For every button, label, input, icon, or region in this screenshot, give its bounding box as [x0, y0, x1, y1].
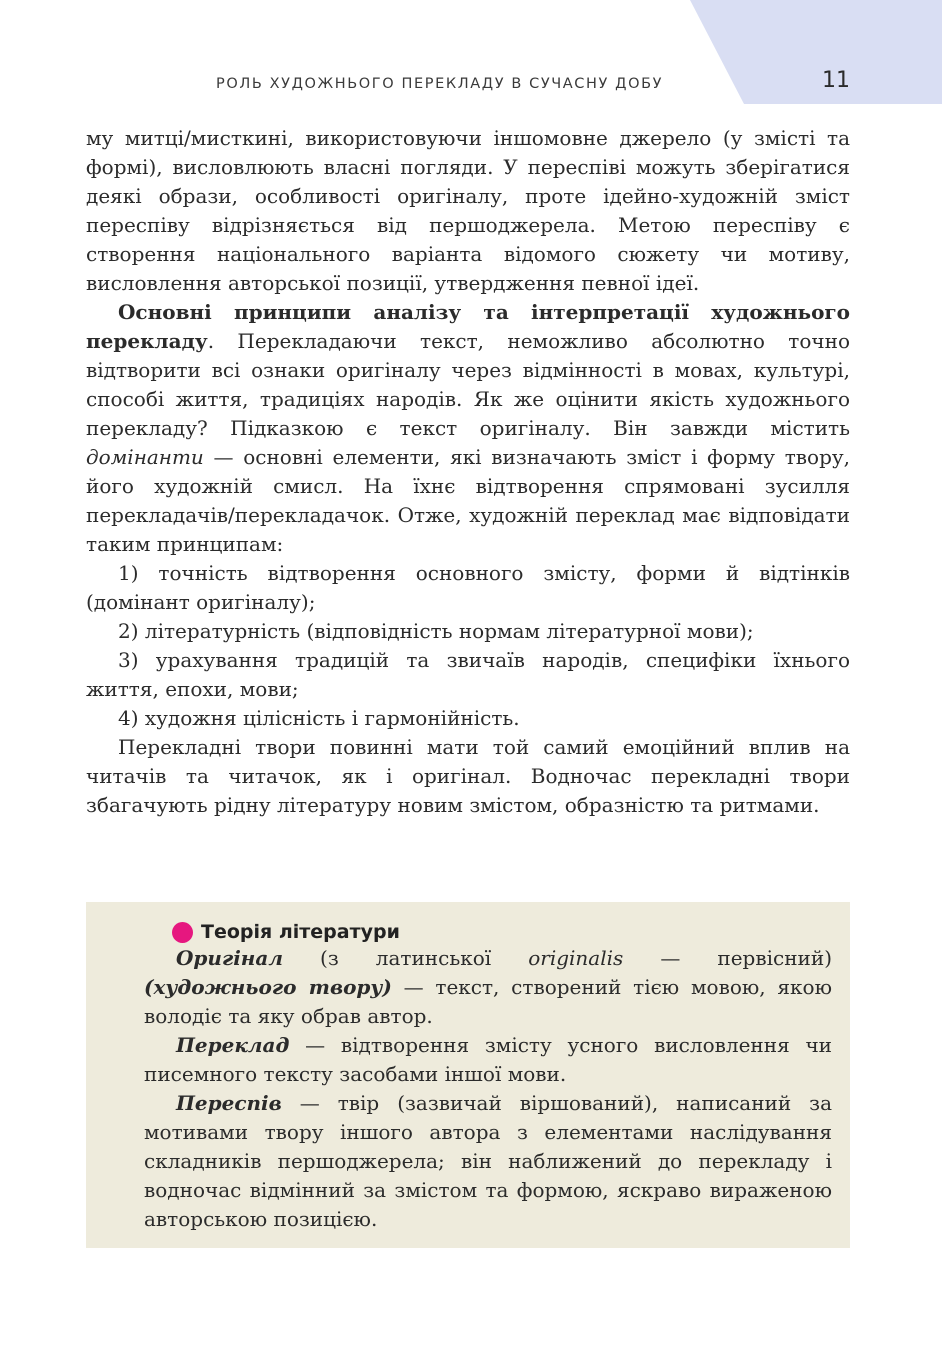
definition-text: — відтворення змісту усного висловлення чи писемного тексту засобами іншої мови.	[144, 1033, 832, 1086]
definition-adaptation	[144, 1089, 832, 1234]
definition-original	[144, 944, 832, 1031]
definition-translation	[144, 1031, 832, 1089]
paragraph-principles	[86, 298, 850, 559]
page-number: 11	[822, 68, 850, 93]
bullet-dot-icon	[172, 922, 193, 943]
theory-title: Теорія літератури	[201, 921, 400, 943]
theory-box	[86, 902, 850, 1248]
list-item: 1) точність відтворення основного змісту, форми й відтінків (домінант оригіналу);	[86, 561, 850, 614]
running-header: РОЛЬ ХУДОЖНЬОГО ПЕРЕКЛАДУ В СУЧАСНУ ДОБУ	[216, 76, 664, 92]
main-text	[86, 124, 850, 820]
definition-text: (з латинської	[282, 946, 529, 970]
term: Переспів	[176, 1091, 282, 1115]
paragraph-conclusion: Перекладні твори повинні мати той самий емоційний вплив на читачів та читачок, як і оригінал. Водночас перекладні твори збагачують рідну літературу новим змістом, образністю та ритмами.	[86, 735, 850, 817]
list-item: 4) художня цілісність і гармонійність.	[118, 706, 520, 730]
definition-text: — текст, створений тією мовою, якою володіє та яку обрав автор.	[144, 975, 832, 1028]
list-item: 2) літературність (відповідність нормам літературної мови);	[118, 619, 754, 643]
term-note: (художнього твору)	[144, 975, 392, 999]
corner-tab	[690, 0, 942, 104]
definition-text: — первісний)	[623, 946, 832, 970]
term: Переклад	[176, 1033, 290, 1057]
list-item: 3) урахування традицій та звичаїв народів, специфіки їхнього життя, епохи, мови;	[86, 648, 850, 701]
term-dominants: домінанти	[86, 445, 204, 469]
definition-text: — твір (зазвичай віршований), написаний за мотивами твору іншого автора з елементами наслідування складників першоджерела; він наближений до перекладу і водночас відмінний за змістом та формою, яскраво вираженою авторською позицією.	[144, 1091, 832, 1231]
latin-word: originalis	[528, 946, 624, 970]
paragraph-intro: му митці/мисткині, використовуючи іншомовне джерело (у змісті та формі), висловлюють власні погляди. У переспіві можуть зберігатися деякі образи, особливості оригіналу, проте ідейно-художній зміст переспіву відрізняється від першоджерела. Метою переспіву є створення національного варіанта відомого сюжету чи мотиву, висловлення авторської позиції, утвердження певної ідеї.	[86, 126, 850, 295]
term: Оригінал	[176, 946, 283, 970]
section-heading: Основні принципи аналізу та інтерпретації художнього перекладу	[86, 300, 850, 353]
paragraph-text: . Перекладаючи текст, неможливо абсолютно точно відтворити всі ознаки оригіналу через відмінності в мовах, культурі, способі життя, традиціях народів. Як же оцінити якість художнього перекладу? Підказкою є текст оригіналу. Він завжди містить	[86, 329, 850, 440]
paragraph-text: — основні елементи, які визначають зміст і форму твору, його художній смисл. На їхнє відтворення спрямовані зусилля перекладачів/перекладачок. Отже, художній переклад має відповідати таким принципам:	[86, 445, 850, 556]
theory-definitions	[144, 944, 832, 1234]
